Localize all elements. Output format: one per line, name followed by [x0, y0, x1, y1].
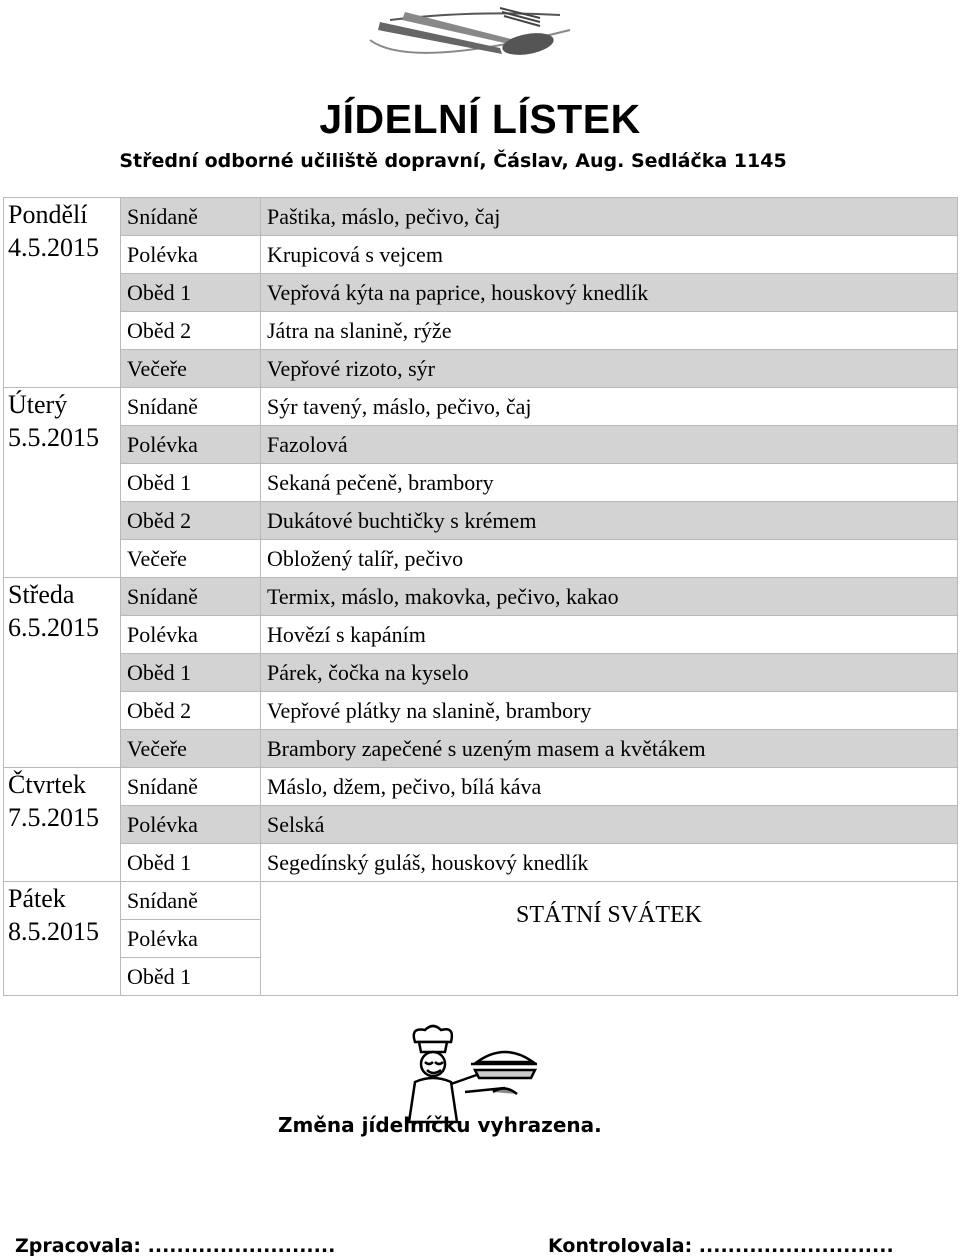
day-name: Pátek [8, 884, 66, 913]
cutlery-logo [350, 0, 590, 80]
meal-type: Oběd 1 [121, 274, 261, 312]
menu-row [4, 844, 958, 882]
menu-row [4, 464, 958, 502]
dish-name: Selská [261, 806, 958, 844]
menu-row [4, 578, 958, 616]
menu-row [4, 388, 958, 426]
meal-type: Večeře [121, 730, 261, 768]
chef-illustration [385, 1022, 545, 1127]
day-cell [4, 768, 121, 882]
meal-type: Oběd 2 [121, 502, 261, 540]
dish-name: Játra na slanině, rýže [261, 312, 958, 350]
meal-type: Oběd 1 [121, 464, 261, 502]
change-notice: Změna jídelníčku vyhrazena. [278, 1113, 602, 1137]
meal-type: Večeře [121, 350, 261, 388]
dish-name: Párek, čočka na kyselo [261, 654, 958, 692]
meal-type: Snídaně [121, 768, 261, 806]
meal-type: Snídaně [121, 578, 261, 616]
dish-name: Sýr tavený, máslo, pečivo, čaj [261, 388, 958, 426]
day-date: 6.5.2015 [8, 613, 99, 642]
dish-name: Vepřové rizoto, sýr [261, 350, 958, 388]
meal-type: Oběd 1 [121, 958, 261, 996]
meal-type: Polévka [121, 426, 261, 464]
menu-row [4, 730, 958, 768]
meal-type: Snídaně [121, 882, 261, 920]
menu-row [4, 882, 958, 920]
menu-row [4, 806, 958, 844]
dish-name: Hovězí s kapáním [261, 616, 958, 654]
meal-type: Polévka [121, 806, 261, 844]
meal-type: Večeře [121, 540, 261, 578]
meal-type: Oběd 2 [121, 312, 261, 350]
menu-row [4, 692, 958, 730]
day-date: 8.5.2015 [8, 917, 99, 946]
holiday-label: STÁTNÍ SVÁTEK [261, 882, 958, 996]
menu-row [4, 540, 958, 578]
dish-name: Vepřová kýta na paprice, houskový knedlík [261, 274, 958, 312]
dish-name: Fazolová [261, 426, 958, 464]
menu-row [4, 768, 958, 806]
dish-name: Máslo, džem, pečivo, bílá káva [261, 768, 958, 806]
menu-row [4, 236, 958, 274]
day-name: Čtvrtek [8, 770, 86, 799]
menu-table [3, 197, 958, 996]
day-cell [4, 198, 121, 388]
meal-type: Polévka [121, 236, 261, 274]
dish-name: Krupicová s vejcem [261, 236, 958, 274]
day-date: 7.5.2015 [8, 803, 99, 832]
dish-name: Termix, máslo, makovka, pečivo, kakao [261, 578, 958, 616]
dish-name: Segedínský guláš, houskový knedlík [261, 844, 958, 882]
menu-row [4, 426, 958, 464]
meal-type: Polévka [121, 920, 261, 958]
menu-row [4, 350, 958, 388]
meal-type: Snídaně [121, 388, 261, 426]
menu-row [4, 312, 958, 350]
menu-row [4, 654, 958, 692]
prepared-by-field: Zpracovala: .......................... [15, 1235, 336, 1257]
menu-row [4, 502, 958, 540]
dish-name: Obložený talíř, pečivo [261, 540, 958, 578]
school-subtitle: Střední odborné učiliště dopravní, Čáslav, Aug. Sedláčka 1145 [119, 150, 787, 172]
day-date: 4.5.2015 [8, 233, 99, 262]
meal-type: Snídaně [121, 198, 261, 236]
day-date: 5.5.2015 [8, 423, 99, 452]
dish-name: Sekaná pečeně, brambory [261, 464, 958, 502]
meal-type: Polévka [121, 616, 261, 654]
day-cell [4, 882, 121, 996]
day-cell [4, 388, 121, 578]
menu-row [4, 274, 958, 312]
dish-name: Dukátové buchtičky s krémem [261, 502, 958, 540]
meal-type: Oběd 1 [121, 844, 261, 882]
dish-name: Vepřové plátky na slanině, brambory [261, 692, 958, 730]
checked-by-field: Kontrolovala: ........................... [548, 1235, 894, 1257]
page-title: JÍDELNÍ LÍSTEK [319, 96, 641, 142]
meal-type: Oběd 2 [121, 692, 261, 730]
menu-row [4, 616, 958, 654]
day-name: Pondělí [8, 200, 88, 229]
day-name: Úterý [8, 390, 68, 419]
menu-row [4, 198, 958, 236]
dish-name: Paštika, máslo, pečivo, čaj [261, 198, 958, 236]
dish-name: Brambory zapečené s uzeným masem a květákem [261, 730, 958, 768]
day-name: Středa [8, 580, 75, 609]
meal-type: Oběd 1 [121, 654, 261, 692]
day-cell [4, 578, 121, 768]
